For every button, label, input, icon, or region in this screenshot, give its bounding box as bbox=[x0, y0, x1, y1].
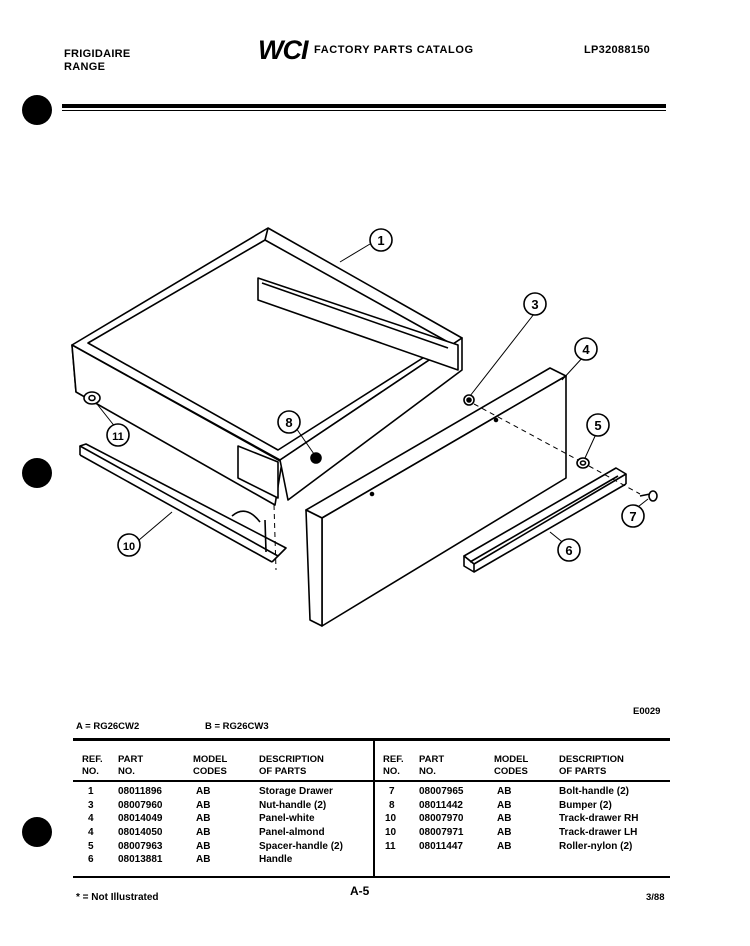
callout-3: 3 bbox=[531, 297, 539, 312]
footnote: * = Not Illustrated bbox=[76, 892, 159, 903]
col-ref-header: REF. NO. bbox=[82, 754, 103, 777]
bolt-handle bbox=[640, 491, 657, 501]
table-bottom-rule bbox=[73, 876, 670, 878]
table-row: 1 08011896 AB Storage Drawer bbox=[88, 786, 333, 797]
table-row: 4 08014049 AB Panel-white bbox=[88, 813, 315, 825]
bumper bbox=[311, 453, 321, 463]
page-number: A-5 bbox=[350, 884, 370, 898]
callout-5: 5 bbox=[594, 418, 602, 433]
callout-4: 4 bbox=[582, 342, 590, 357]
diagram-code: E0029 bbox=[633, 706, 661, 717]
parts-table-left bbox=[82, 785, 372, 867]
callout-6: 6 bbox=[565, 543, 573, 558]
callout-7: 7 bbox=[629, 509, 637, 524]
callout-10: 10 bbox=[122, 541, 136, 553]
model-b: B = RG26CW3 bbox=[205, 721, 269, 732]
table-row: 8 08011442 AB Bumper (2) bbox=[389, 799, 612, 811]
parts-table-right bbox=[383, 785, 673, 853]
product-type: RANGE bbox=[64, 61, 106, 73]
col-model-header: MODEL CODES bbox=[193, 754, 228, 777]
col-desc-header-right: DESCRIPTION OF PARTS bbox=[559, 754, 624, 777]
col-model-header-right: MODEL CODES bbox=[494, 754, 529, 777]
table-row: 7 08007965 AB Bolt-handle (2) bbox=[389, 786, 629, 797]
col-part-header: PART NO. bbox=[118, 754, 144, 777]
table-row: 5 08007963 AB Spacer-handle (2) bbox=[88, 840, 343, 852]
table-divider bbox=[373, 738, 375, 877]
table-top-rule bbox=[73, 738, 670, 741]
model-a: A = RG26CW2 bbox=[76, 721, 140, 732]
col-part-header-right: PART NO. bbox=[419, 754, 445, 777]
col-ref-header-right: REF. NO. bbox=[383, 754, 404, 777]
callout-8: 8 bbox=[285, 415, 293, 430]
wci-logo: WCI bbox=[258, 35, 308, 65]
brand-name: FRIGIDAIRE bbox=[64, 48, 131, 60]
binder-hole bbox=[22, 817, 52, 847]
callout-1: 1 bbox=[377, 233, 385, 248]
table-row: 10 08007971 AB Track-drawer LH bbox=[385, 827, 638, 839]
table-row: 6 08013881 AB Handle bbox=[88, 854, 293, 866]
table-row: 10 08007970 AB Track-drawer RH bbox=[385, 813, 639, 825]
catalog-number: LP32088150 bbox=[584, 44, 650, 56]
table-row: 3 08007960 AB Nut-handle (2) bbox=[88, 799, 327, 811]
table-header-rule bbox=[73, 780, 670, 782]
callout-11: 11 bbox=[112, 431, 124, 443]
table-row: 11 08011447 AB Roller-nylon (2) bbox=[385, 840, 633, 852]
revision-date: 3/88 bbox=[646, 892, 665, 903]
table-row: 4 08014050 AB Panel-almond bbox=[88, 827, 325, 839]
col-desc-header: DESCRIPTION OF PARTS bbox=[259, 754, 324, 777]
catalog-title: FACTORY PARTS CATALOG bbox=[314, 44, 474, 56]
